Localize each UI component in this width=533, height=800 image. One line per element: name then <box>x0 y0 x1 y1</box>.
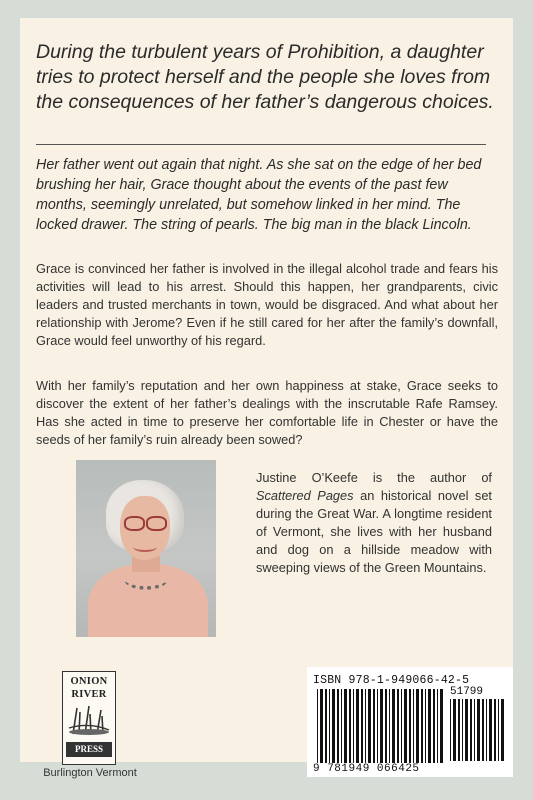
barcode-bar <box>368 689 371 763</box>
barcode-bar <box>425 689 426 763</box>
barcode-bar <box>349 689 351 763</box>
barcode-bar <box>344 689 347 763</box>
barcode-bar <box>421 689 423 763</box>
barcode-bar <box>482 699 484 761</box>
publisher-city: Burlington Vermont <box>43 767 137 779</box>
barcode-bar <box>450 699 451 761</box>
barcode-bar <box>440 689 443 763</box>
barcode-bar <box>433 689 435 763</box>
barcode-bar <box>437 689 438 763</box>
barcode-bar <box>401 689 402 763</box>
ean-digits: 9 781949 066425 <box>313 763 420 775</box>
barcode-bar <box>489 699 492 761</box>
publisher-logo <box>62 671 116 765</box>
barcode-bar <box>453 699 456 761</box>
ean-barcode-bars <box>317 689 443 763</box>
barcode-bar <box>498 699 499 761</box>
barcode-bar <box>392 689 395 763</box>
barcode-bar <box>413 689 414 763</box>
barcode-bar <box>332 689 335 763</box>
barcode-bar <box>341 689 342 763</box>
barcode-bar <box>329 689 330 763</box>
barcode-bar <box>389 689 390 763</box>
price-supplement-number: 51799 <box>450 686 484 698</box>
tagline: During the turbulent years of Prohibition, a daughter tries to protect herself and the people she loves from the consequences of her father’s dangerous choices. <box>36 41 494 113</box>
barcode-bar <box>486 699 487 761</box>
barcode-bar <box>397 689 399 763</box>
barcode-bar <box>474 699 475 761</box>
barcode-bar <box>385 689 387 763</box>
supplement-barcode-bars <box>450 699 506 761</box>
barcode-bar <box>320 689 323 763</box>
barcode-bar <box>353 689 354 763</box>
bio-book-title: Scattered Pages <box>256 488 354 503</box>
barcode-bar <box>356 689 359 763</box>
author-bio <box>256 469 492 577</box>
divider <box>36 144 486 145</box>
barcode-bar <box>494 699 496 761</box>
isbn-number: ISBN 978-1-949066-42-5 <box>313 674 470 687</box>
barcode-bar <box>317 689 318 763</box>
barcode-bar <box>458 699 460 761</box>
barcode-bar <box>377 689 378 763</box>
logo-word-river: RIVER <box>71 689 107 700</box>
barcode-bar <box>416 689 419 763</box>
barcode-bar <box>380 689 383 763</box>
synopsis-paragraph-2: With her family’s reputation and her own happiness at stake, Grace seeks to discover the extent of her father’s dealings with the inscrutable Rafe Ramsey. Has she acted in time to preserve her comfortable life in Chester or have the seeds of her family’s ruin already been sowed? <box>36 378 498 447</box>
logo-word-press: PRESS <box>66 742 112 757</box>
bio-text-after: an historical novel set during the Great War. A longtime resident of Vermont, she lives with her husband and dog on a hillside meadow with sweeping views of the Green Mountains. <box>256 488 492 575</box>
barcode-bar <box>477 699 480 761</box>
barcode-bar <box>462 699 463 761</box>
river-reeds-icon <box>67 704 111 736</box>
barcode-bar <box>501 699 504 761</box>
bio-text-before: Justine O’Keefe is the author of <box>256 470 492 485</box>
barcode-bar <box>365 689 366 763</box>
barcode-bar <box>337 689 339 763</box>
barcode-bar <box>428 689 431 763</box>
logo-word-onion: ONION <box>70 676 108 687</box>
excerpt: Her father went out again that night. As she sat on the edge of her bed brushing her hair, Grace thought about the events of the past few months, seemingly unrelated, but somehow linked in her mind. The locked drawer. The string of pearls. The big man in the black Lincoln. <box>36 157 482 233</box>
synopsis-paragraph-1: Grace is convinced her father is involved in the illegal alcohol trade and fears his activities will lead to his arrest. Should this happen, her grandparents, civic leaders and trusted merchants in town, would be disgraced. And what about her relationship with Jerome? Even if he still cared for her after the family’s downfall, Grace would feel unworthy of his regard. <box>36 261 498 348</box>
barcode-bar <box>409 689 411 763</box>
barcode-bar <box>361 689 363 763</box>
barcode-bar <box>373 689 375 763</box>
barcode-bar <box>465 699 468 761</box>
isbn-barcode <box>307 667 513 777</box>
author-photo <box>76 460 216 637</box>
barcode-bar <box>470 699 472 761</box>
barcode-bar <box>404 689 407 763</box>
barcode-bar <box>325 689 327 763</box>
